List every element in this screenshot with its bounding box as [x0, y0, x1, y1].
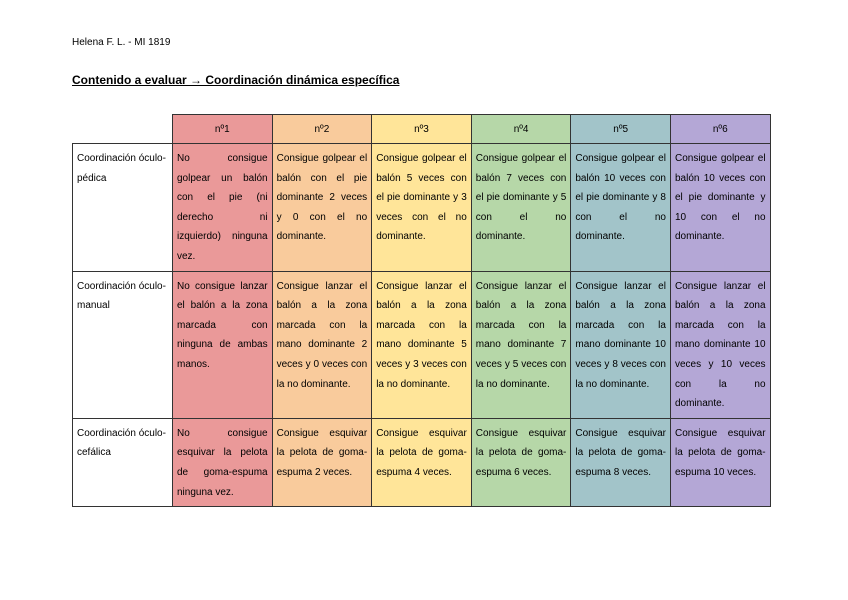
- level-header-1: nº1: [173, 115, 273, 144]
- section-heading: Contenido a evaluar → Coordinación dinámica específica: [72, 73, 400, 87]
- rubric-cell: Consigue golpear el balón 5 veces con el pie dominante y 3 veces con el no dominante.: [372, 144, 472, 272]
- author-line: Helena F. L. - MI 1819: [72, 37, 171, 48]
- corner-cell: [73, 115, 173, 144]
- rubric-cell: Consigue esquivar la pelota de goma-espuma 4 veces.: [372, 418, 472, 506]
- rubric-cell: Consigue golpear el balón con el pie dominante 2 veces y 0 con el no dominante.: [272, 144, 372, 272]
- row-label-oculo-pedica: Coordinación óculo-pédica: [73, 144, 173, 272]
- table-row: [73, 144, 771, 272]
- rubric-cell: No consigue lanzar el balón a la zona marcada con ninguna de ambas manos.: [173, 271, 273, 418]
- table-row: [73, 271, 771, 418]
- rubric-cell: Consigue esquivar la pelota de goma-espuma 6 veces.: [471, 418, 571, 506]
- rubric-table: [72, 114, 771, 507]
- rubric-cell: Consigue golpear el balón 10 veces con el pie dominante y 8 con el no dominante.: [571, 144, 671, 272]
- rubric-cell: Consigue golpear el balón 10 veces con el pie dominante y 10 con el no dominante.: [670, 144, 770, 272]
- level-header-6: nº6: [670, 115, 770, 144]
- row-label-oculo-manual: Coordinación óculo-manual: [73, 271, 173, 418]
- rubric-cell: Consigue golpear el balón 7 veces con el pie dominante y 5 con el no dominante.: [471, 144, 571, 272]
- rubric-cell: Consigue lanzar el balón a la zona marcada con la mano dominante 7 veces y 5 veces con la no dominante.: [471, 271, 571, 418]
- rubric-cell: Consigue esquivar la pelota de goma-espuma 10 veces.: [670, 418, 770, 506]
- rubric-cell: Consigue esquivar la pelota de goma-espuma 2 veces.: [272, 418, 372, 506]
- rubric-cell: Consigue lanzar el balón a la zona marcada con la mano dominante 5 veces y 3 veces con la no dominante.: [372, 271, 472, 418]
- rubric-cell: Consigue lanzar el balón a la zona marcada con la mano dominante 2 veces y 0 veces con la no dominante.: [272, 271, 372, 418]
- level-header-2: nº2: [272, 115, 372, 144]
- row-label-oculo-cefalica: Coordinación óculo-cefálica: [73, 418, 173, 506]
- rubric-cell: No consigue golpear un balón con el pie (ni derecho ni izquierdo) ninguna vez.: [173, 144, 273, 272]
- rubric-cell: No consigue esquivar la pelota de goma-espuma ninguna vez.: [173, 418, 273, 506]
- level-header-4: nº4: [471, 115, 571, 144]
- rubric-cell: Consigue lanzar el balón a la zona marcada con la mano dominante 10 veces y 8 veces con la no dominante.: [571, 271, 671, 418]
- level-header-3: nº3: [372, 115, 472, 144]
- header-row: [73, 115, 771, 144]
- rubric-cell: Consigue lanzar el balón a la zona marcada con la mano dominante 10 veces y 10 veces con la no dominante.: [670, 271, 770, 418]
- level-header-5: nº5: [571, 115, 671, 144]
- table-row: [73, 418, 771, 506]
- rubric-cell: Consigue esquivar la pelota de goma-espuma 8 veces.: [571, 418, 671, 506]
